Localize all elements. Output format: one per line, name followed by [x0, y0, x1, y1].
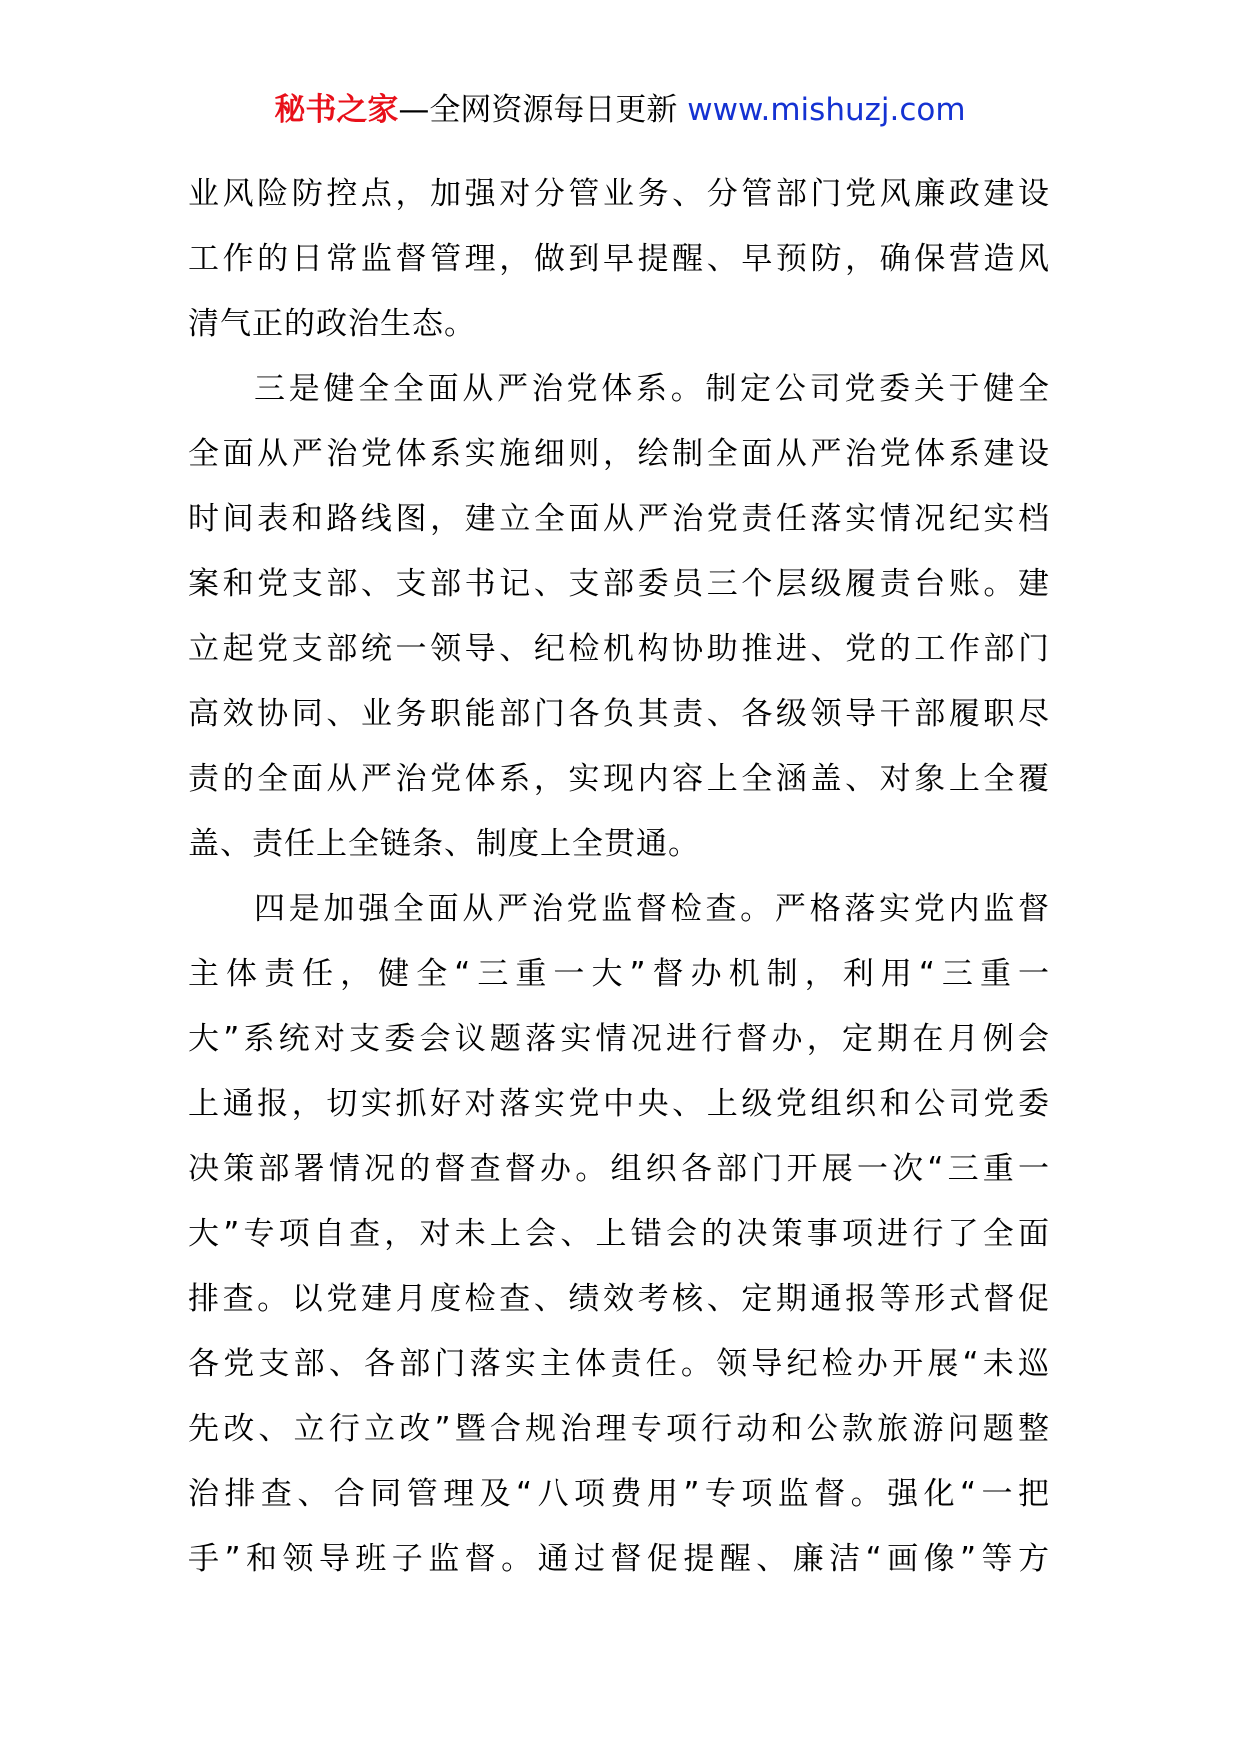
- text-line: 决策部署情况的督查督办。组织各部门开展一次“三重一: [188, 1151, 1050, 1187]
- text-line: 排查。以党建月度检查、绩效考核、定期通报等形式督促: [188, 1281, 1050, 1317]
- text-line: 盖、责任上全链条、制度上全贯通。: [188, 826, 700, 862]
- text-line: 主体责任，健全“三重一大”督办机制，利用“三重一: [188, 956, 1050, 992]
- text-line: 大”专项自查，对未上会、上错会的决策事项进行了全面: [188, 1216, 1050, 1252]
- header-tagline: —全网资源每日更新: [398, 92, 688, 128]
- text-line: 高效协同、业务职能部门各负其责、各级领导干部履职尽: [188, 696, 1050, 732]
- site-header: [0, 88, 1240, 132]
- text-line: 案和党支部、支部书记、支部委员三个层级履责台账。建: [188, 566, 1050, 602]
- text-line: 全面从严治党体系实施细则，绘制全面从严治党体系建设: [188, 436, 1050, 472]
- text-line: 先改、立行立改”暨合规治理专项行动和公款旅游问题整: [188, 1411, 1050, 1447]
- paragraph-start-line: 三是健全全面从严治党体系。制定公司党委关于健全: [254, 371, 1050, 407]
- text-line: 业风险防控点，加强对分管业务、分管部门党风廉政建设: [188, 176, 1050, 212]
- brand-name: 秘书之家: [274, 92, 399, 128]
- document-body: [188, 162, 1050, 1592]
- text-line: 大”系统对支委会议题落实情况进行督办，定期在月例会: [188, 1021, 1050, 1057]
- text-line: 治排查、合同管理及“八项费用”专项监督。强化“一把: [188, 1476, 1050, 1512]
- text-line: 工作的日常监督管理，做到早提醒、早预防，确保营造风: [188, 241, 1050, 277]
- site-url[interactable]: www.mishuzj.com: [687, 92, 966, 128]
- text-line: 清气正的政治生态。: [188, 306, 476, 342]
- text-line: 立起党支部统一领导、纪检机构协助推进、党的工作部门: [188, 631, 1050, 667]
- text-line: 各党支部、各部门落实主体责任。领导纪检办开展“未巡: [188, 1346, 1050, 1382]
- text-line: 手”和领导班子监督。通过督促提醒、廉洁“画像”等方: [188, 1541, 1050, 1577]
- paragraph-start-line: 四是加强全面从严治党监督检查。严格落实党内监督: [254, 891, 1050, 927]
- text-line: 责的全面从严治党体系，实现内容上全涵盖、对象上全覆: [188, 761, 1050, 797]
- text-line: 上通报，切实抓好对落实党中央、上级党组织和公司党委: [188, 1086, 1050, 1122]
- text-line: 时间表和路线图，建立全面从严治党责任落实情况纪实档: [188, 501, 1050, 537]
